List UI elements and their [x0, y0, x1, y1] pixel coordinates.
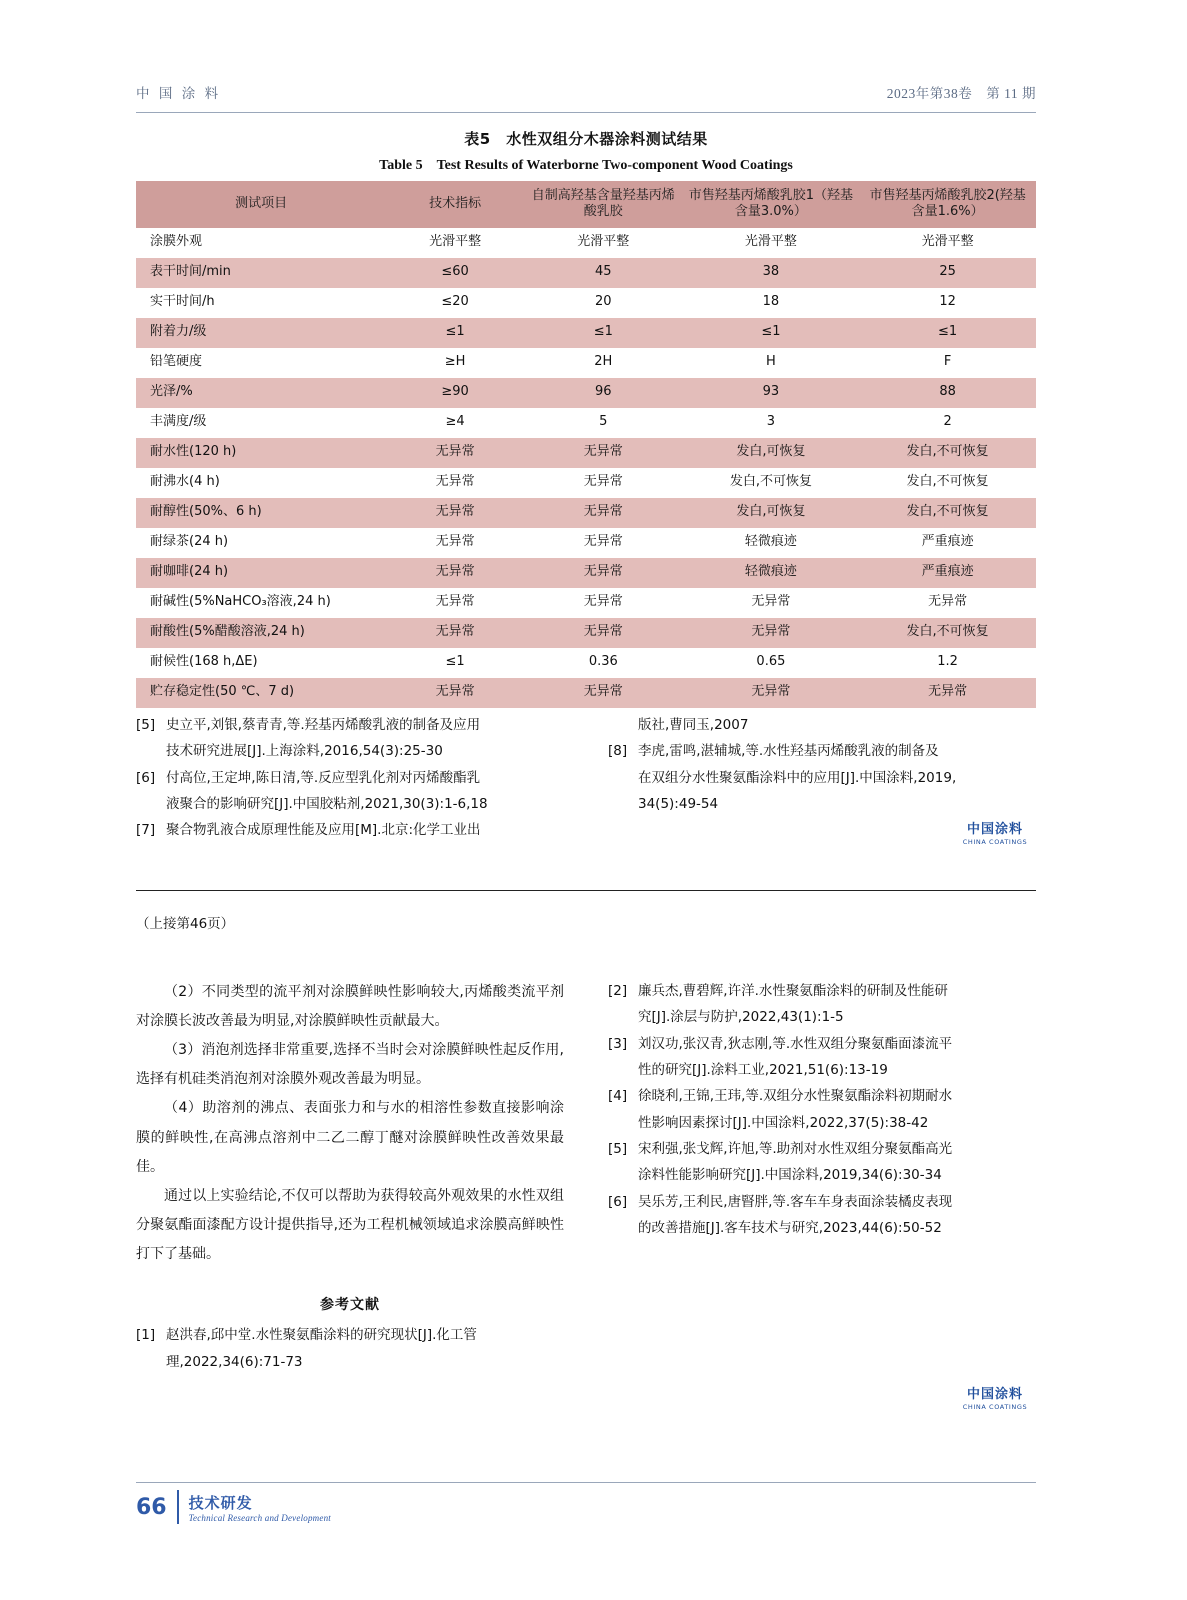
table-row — [136, 258, 1036, 288]
table-cell-value: 光滑平整 — [524, 228, 682, 258]
footer-accent-bar — [177, 1490, 179, 1524]
references-list-left — [136, 1322, 564, 1375]
table-cell-value: 无异常 — [683, 588, 860, 618]
reference-text: 版社,曹同玉,2007 — [638, 717, 749, 733]
table-cell-value: 无异常 — [683, 678, 860, 708]
reference-text: 宋利强,张戈辉,许旭,等.助剂对水性双组分聚氨酯高光 — [638, 1140, 953, 1157]
reference-line — [608, 1110, 1036, 1136]
header-divider — [136, 112, 1036, 113]
table-cell-value: 2 — [859, 408, 1036, 438]
reference-text: 液聚合的影响研究[J].中国胶粘剂,2021,30(3):1-6,18 — [166, 795, 488, 812]
column-header-sample-c: 市售羟基丙烯酸乳胶2(羟基含量1.6%） — [859, 181, 1036, 228]
table-cell-value: ≤1 — [859, 318, 1036, 348]
table-cell-value: ≤1 — [683, 318, 860, 348]
table-cell-value: ≤20 — [386, 288, 524, 318]
table-cell-value: ≥H — [386, 348, 524, 378]
table-cell-label: 丰满度/级 — [136, 408, 386, 438]
page-number: 66 — [136, 1494, 167, 1520]
table-row — [136, 618, 1036, 648]
reference-line — [608, 1215, 1036, 1241]
reference-line — [608, 1031, 1036, 1057]
column-header-sample-b: 市售羟基丙烯酸乳胶1（羟基含量3.0%） — [683, 181, 860, 228]
table-cell-value: F — [859, 348, 1036, 378]
table-cell-value: 无异常 — [524, 498, 682, 528]
table-cell-label: 贮存稳定性(50 ℃、7 d) — [136, 678, 386, 708]
column-header-sample-a: 自制高羟基含量羟基丙烯酸乳胶 — [524, 181, 682, 228]
table-row — [136, 438, 1036, 468]
table-row — [136, 588, 1036, 618]
table-cell-value: 严重痕迹 — [859, 528, 1036, 558]
body-column-left — [136, 978, 564, 1375]
table-cell-value: 20 — [524, 288, 682, 318]
continuation-note: （上接第46页） — [136, 916, 235, 932]
reference-number — [608, 712, 638, 738]
reference-number: [6] — [136, 769, 156, 786]
table-cell-value: 88 — [859, 378, 1036, 408]
reference-number: [5] — [608, 1140, 628, 1157]
table-cell-value: ≥90 — [386, 378, 524, 408]
table-cell-value: 38 — [683, 258, 860, 288]
logo-cn-text: 中国涂料 — [966, 822, 1023, 837]
table-title-cn: 表5 水性双组分木器涂料测试结果 — [464, 130, 708, 148]
logo-cn-text-lower: 中国涂料 — [966, 1387, 1023, 1402]
journal-logo-upper — [952, 818, 1038, 846]
reference-text: 性的研究[J].涂料工业,2021,51(6):13-19 — [638, 1061, 888, 1078]
reference-number: [1] — [136, 1327, 156, 1344]
reference-text: 聚合物乳液合成原理性能及应用[M].北京:化学工业出 — [166, 822, 481, 839]
table-cell-label: 表干时间/min — [136, 258, 386, 288]
table-cell-value: 0.65 — [683, 648, 860, 678]
reference-number — [608, 1110, 638, 1136]
body-paragraph: （4）助溶剂的沸点、表面张力和与水的相溶性参数直接影响涂膜的鲜映性,在高沸点溶剂中二乙二醇丁醚对涂膜鲜映性改善效果最佳。 — [136, 1100, 564, 1175]
table-cell-value: 发白,不可恢复 — [859, 498, 1036, 528]
table-cell-value: 93 — [683, 378, 860, 408]
reference-number: [5] — [136, 717, 156, 733]
reference-text: 付高位,王定坤,陈日清,等.反应型乳化剂对丙烯酸酯乳 — [166, 769, 481, 786]
reference-text: 刘汉功,张汉青,狄志刚,等.水性双组分聚氨酯面漆流平 — [638, 1035, 953, 1052]
reference-number: [8] — [608, 743, 628, 760]
reference-number: [4] — [608, 1088, 628, 1105]
reference-text: 史立平,刘银,蔡青青,等.羟基丙烯酸乳液的制备及应用 — [166, 717, 481, 733]
footer-section-en: Technical Research and Development — [188, 1512, 331, 1523]
table-cell-value: 无异常 — [683, 618, 860, 648]
table-cell-value: 光滑平整 — [683, 228, 860, 258]
reference-line — [136, 1322, 564, 1348]
issue-info: 2023年第38卷 第 11 期 — [886, 86, 1036, 101]
table-cell-label: 耐候性(168 h,ΔE) — [136, 648, 386, 678]
table-row — [136, 348, 1036, 378]
body-paragraph: 通过以上实验结论,不仅可以帮助为获得较高外观效果的水性双组分聚氨酯面漆配方设计提供指导,还为工程机械领域追求涂膜高鲜映性打下了基础。 — [136, 1187, 564, 1262]
table-cell-value: 光滑平整 — [386, 228, 524, 258]
reference-number: [3] — [608, 1035, 628, 1052]
reference-number — [608, 765, 638, 791]
footer-divider — [136, 1482, 1036, 1483]
table-cell-value: 3 — [683, 408, 860, 438]
reference-number — [136, 738, 166, 764]
table-cell-value: 发白,不可恢复 — [683, 468, 860, 498]
table-cell-value: 无异常 — [524, 588, 682, 618]
table-row — [136, 288, 1036, 318]
reference-number: [7] — [136, 822, 156, 839]
conclusion-paragraphs — [136, 978, 564, 1269]
reference-line — [608, 1136, 1036, 1162]
reference-number: [6] — [608, 1193, 628, 1210]
reference-number — [136, 1349, 166, 1375]
reference-line — [608, 1189, 1036, 1215]
table-cell-value: 2H — [524, 348, 682, 378]
results-table — [136, 181, 1036, 708]
reference-number — [608, 1162, 638, 1188]
body-column-right — [608, 978, 1036, 1375]
table-cell-value: 无异常 — [386, 558, 524, 588]
table-cell-label: 附着力/级 — [136, 318, 386, 348]
reference-line — [608, 978, 1036, 1004]
table-row — [136, 528, 1036, 558]
table-cell-value: 96 — [524, 378, 682, 408]
reference-line — [608, 1083, 1036, 1109]
table-cell-value: 无异常 — [386, 468, 524, 498]
page-footer — [136, 1490, 1036, 1524]
page-header — [136, 82, 1036, 108]
reference-number — [608, 791, 638, 817]
table-cell-label: 耐醇性(50%、6 h) — [136, 498, 386, 528]
journal-logo-lower — [952, 1383, 1038, 1411]
table-cell-value: 发白,不可恢复 — [859, 618, 1036, 648]
reference-line — [608, 765, 1036, 791]
column-header-item: 测试项目 — [136, 181, 386, 228]
table-cell-value: 5 — [524, 408, 682, 438]
reference-line — [136, 817, 564, 843]
body-paragraph: （3）消泡剂选择非常重要,选择不当时会对涂膜鲜映性起反作用,选择有机硅类消泡剂对涂膜外观改善最为明显。 — [136, 1042, 564, 1088]
reference-text: 涂料性能影响研究[J].中国涂料,2019,34(6):30-34 — [638, 1167, 942, 1184]
table-cell-label: 实干时间/h — [136, 288, 386, 318]
references-list-right — [608, 978, 1036, 1241]
table-cell-value: 无异常 — [524, 618, 682, 648]
table-cell-value: 严重痕迹 — [859, 558, 1036, 588]
table-row — [136, 228, 1036, 258]
table-cell-value: 无异常 — [386, 438, 524, 468]
table-cell-value: 无异常 — [859, 678, 1036, 708]
table-cell-value: 轻微痕迹 — [683, 558, 860, 588]
reference-number — [608, 1215, 638, 1241]
table-row — [136, 408, 1036, 438]
table-row — [136, 678, 1036, 708]
table-row — [136, 498, 1036, 528]
reference-number — [136, 791, 166, 817]
reference-line — [608, 1057, 1036, 1083]
reference-text: 徐晓利,王锦,王玮,等.双组分水性聚氨酯涂料初期耐水 — [638, 1088, 953, 1105]
table-row — [136, 318, 1036, 348]
logo-en-text: CHINA COATINGS — [962, 838, 1028, 846]
table-row — [136, 558, 1036, 588]
table-body — [136, 228, 1036, 708]
table-cell-value: 无异常 — [386, 618, 524, 648]
table-cell-label: 耐沸水(4 h) — [136, 468, 386, 498]
table-cell-label: 耐咖啡(24 h) — [136, 558, 386, 588]
reference-text: 赵洪春,邱中堂.水性聚氨酯涂料的研究现状[J].化工管 — [166, 1327, 477, 1344]
table-cell-value: 无异常 — [386, 678, 524, 708]
table-block — [136, 128, 1036, 708]
table-cell-value: 18 — [683, 288, 860, 318]
references-column-left — [136, 712, 564, 844]
reference-text: 廉兵杰,曹碧辉,许洋.水性聚氨酯涂料的研制及性能研 — [638, 983, 948, 999]
reference-number: [2] — [608, 983, 628, 999]
table-cell-value: 无异常 — [386, 528, 524, 558]
table-cell-value: 发白,不可恢复 — [859, 468, 1036, 498]
table-cell-value: 1.2 — [859, 648, 1036, 678]
table-header-row — [136, 181, 1036, 228]
body-columns — [136, 978, 1036, 1375]
table-cell-label: 耐绿茶(24 h) — [136, 528, 386, 558]
table-cell-value: 无异常 — [524, 468, 682, 498]
reference-text: 吴乐芳,王利民,唐䁂胖,等.客车车身表面涂装橘皮表现 — [638, 1193, 953, 1210]
reference-line — [608, 738, 1036, 764]
reference-line — [136, 1349, 564, 1375]
table-cell-label: 铅笔硬度 — [136, 348, 386, 378]
reference-text: 李虎,雷鸣,湛辅城,等.水性羟基丙烯酸乳液的制备及 — [638, 743, 939, 760]
table-cell-value: 无异常 — [524, 678, 682, 708]
reference-line — [136, 791, 564, 817]
journal-name: 中 国 涂 料 — [136, 86, 222, 101]
footer-section-cn: 技术研发 — [188, 1493, 253, 1512]
reference-line — [608, 1004, 1036, 1030]
table-cell-value: 发白,可恢复 — [683, 498, 860, 528]
table-cell-value: ≤1 — [386, 318, 524, 348]
reference-text: 34(5):49-54 — [638, 795, 719, 812]
reference-number — [608, 1004, 638, 1030]
reference-line — [136, 765, 564, 791]
table-row — [136, 468, 1036, 498]
references-heading: 参考文献 — [320, 1297, 380, 1314]
references-continued — [136, 712, 1036, 844]
reference-text: 技术研究进展[J].上海涂料,2016,54(3):25-30 — [166, 743, 443, 760]
table-cell-value: 无异常 — [386, 588, 524, 618]
table-cell-value: ≤1 — [386, 648, 524, 678]
reference-line — [608, 1162, 1036, 1188]
table-cell-value: 25 — [859, 258, 1036, 288]
reference-text: 在双组分水性聚氨酯涂料中的应用[J].中国涂料,2019, — [638, 769, 957, 786]
reference-text: 理,2022,34(6):71-73 — [166, 1353, 303, 1370]
table-cell-value: H — [683, 348, 860, 378]
table-cell-value: ≤60 — [386, 258, 524, 288]
reference-text: 究[J].涂层与防护,2022,43(1):1-5 — [638, 1009, 844, 1026]
table-cell-label: 耐水性(120 h) — [136, 438, 386, 468]
table-cell-value: 无异常 — [524, 528, 682, 558]
table-title-en: Table 5 Test Results of Waterborne Two-component Wood Coatings — [379, 158, 793, 173]
reference-line — [136, 712, 564, 738]
table-cell-value: 无异常 — [524, 438, 682, 468]
table-cell-label: 涂膜外观 — [136, 228, 386, 258]
table-cell-value: ≥4 — [386, 408, 524, 438]
table-cell-label: 耐碱性(5%NaHCO₃溶液,24 h) — [136, 588, 386, 618]
reference-number — [608, 1057, 638, 1083]
table-cell-label: 耐酸性(5%醋酸溶液,24 h) — [136, 618, 386, 648]
table-cell-value: 发白,不可恢复 — [859, 438, 1036, 468]
table-row — [136, 648, 1036, 678]
logo-en-text-lower: CHINA COATINGS — [962, 1403, 1028, 1411]
reference-text: 性影响因素探讨[J].中国涂料,2022,37(5):38-42 — [638, 1114, 929, 1131]
table-cell-value: 0.36 — [524, 648, 682, 678]
table-cell-value: 无异常 — [859, 588, 1036, 618]
reference-line — [608, 791, 1036, 817]
table-cell-value: 12 — [859, 288, 1036, 318]
section-divider — [136, 890, 1036, 891]
reference-line — [608, 712, 1036, 738]
table-cell-value: 无异常 — [386, 498, 524, 528]
table-cell-value: 发白,可恢复 — [683, 438, 860, 468]
table-cell-value: 轻微痕迹 — [683, 528, 860, 558]
table-cell-value: ≤1 — [524, 318, 682, 348]
table-row — [136, 378, 1036, 408]
body-paragraph: （2）不同类型的流平剂对涂膜鲜映性影响较大,丙烯酸类流平剂对涂膜长波改善最为明显,对涂膜鲜映性贡献最大。 — [136, 984, 564, 1030]
table-head — [136, 181, 1036, 228]
reference-text: 的改善措施[J].客车技术与研究,2023,44(6):50-52 — [638, 1219, 942, 1236]
table-cell-label: 光泽/% — [136, 378, 386, 408]
table-cell-value: 光滑平整 — [859, 228, 1036, 258]
reference-line — [136, 738, 564, 764]
column-header-spec: 技术指标 — [386, 181, 524, 228]
table-cell-value: 无异常 — [524, 558, 682, 588]
table-cell-value: 45 — [524, 258, 682, 288]
